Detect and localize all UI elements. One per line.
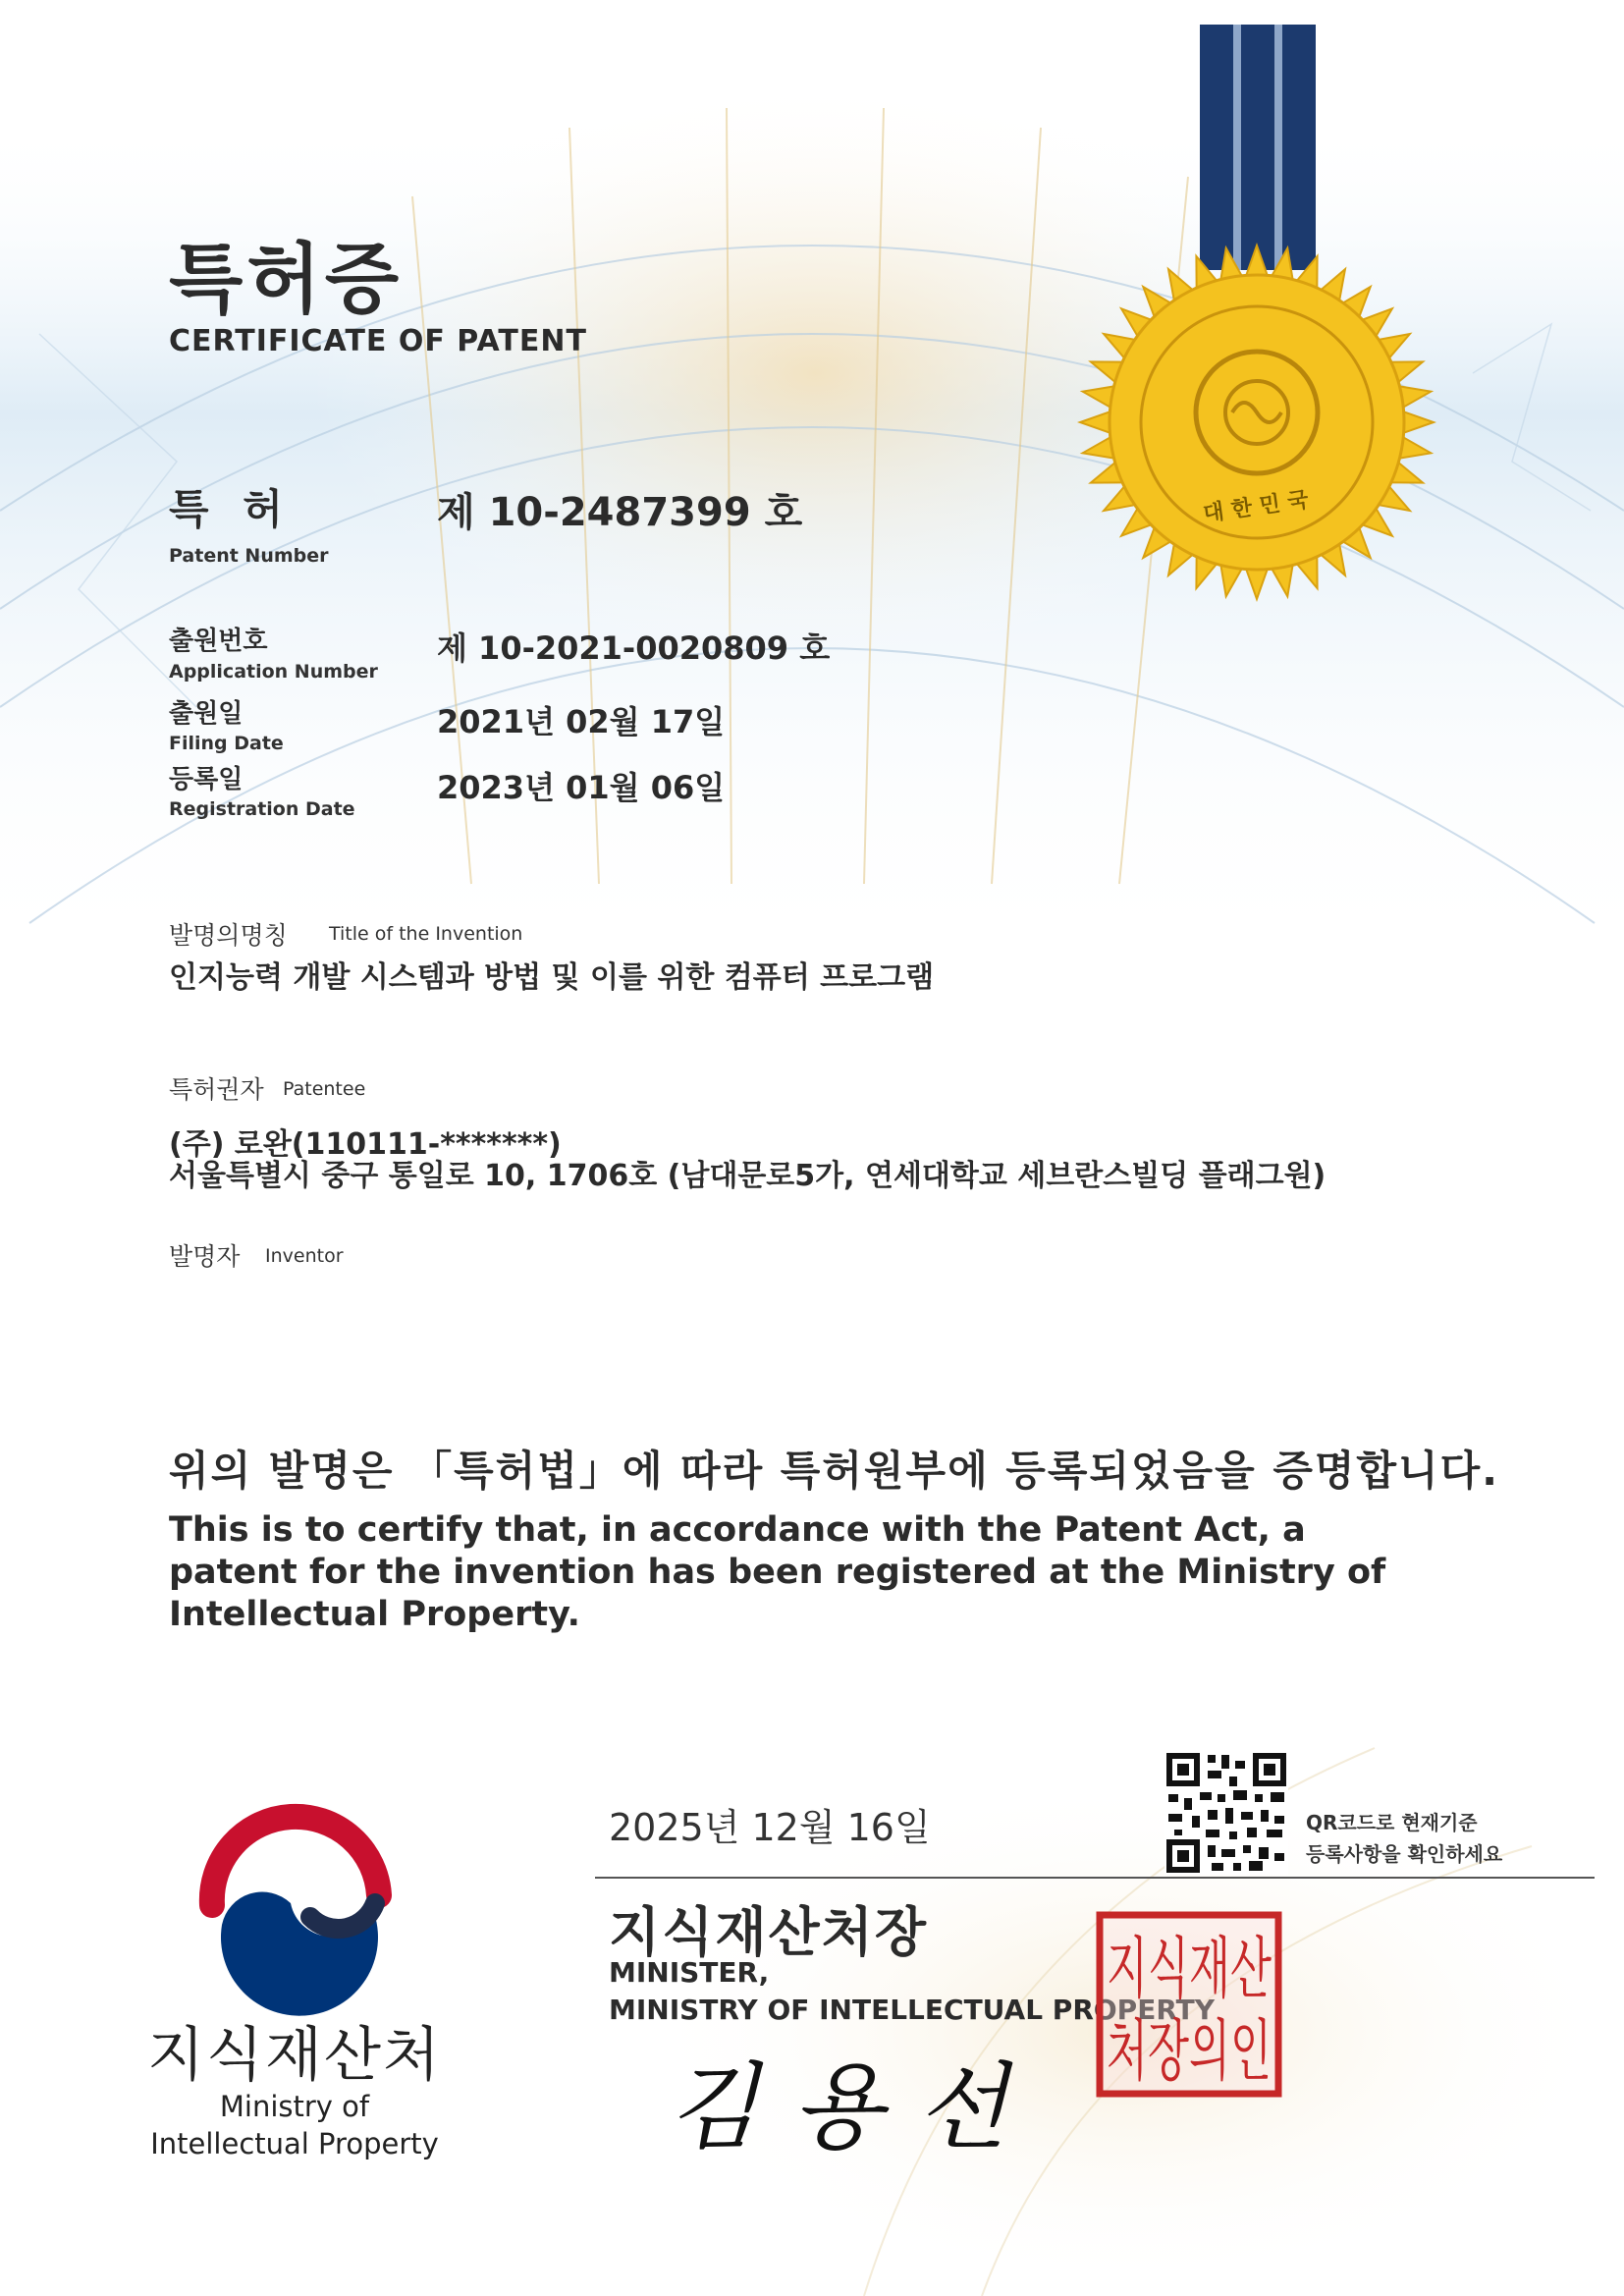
gold-seal-medal-icon — [1051, 25, 1463, 614]
patentee-label-ko: 특허권자 — [169, 1075, 264, 1104]
patentee-label-en: Patentee — [283, 1078, 366, 1100]
inventor-label-en: Inventor — [265, 1245, 344, 1267]
minister-title-en-line2: MINISTRY OF INTELLECTUAL PROPERTY — [609, 1994, 1216, 2026]
issue-date: 2025년 12월 16일 — [609, 1806, 931, 1849]
minister-signature: 김용선 — [668, 2052, 1042, 2162]
certification-statement-ko: 위의 발명은 「특허법」에 따라 특허원부에 등록되었음을 증명합니다. — [169, 1447, 1500, 1495]
inventor-label-ko: 발명자 — [169, 1242, 241, 1271]
medal-inscription: 대 한 민 국 — [1201, 487, 1311, 527]
qr-instruction-line1: QR코드로 현재기준 — [1306, 1811, 1478, 1834]
taegeuk-emblem-icon — [192, 1787, 399, 1994]
application-number-value: 제 10-2021-0020809 호 — [437, 629, 831, 667]
invention-label-ko: 발명의명칭 — [169, 921, 288, 950]
registration-date-label-ko: 등록일 — [169, 765, 244, 794]
filing-date-value: 2021년 02월 17일 — [437, 703, 726, 740]
patentee-address: 서울특별시 중구 통일로 10, 1706호 (남대문로5가, 연세대학교 세브란스빌딩 플래그원) — [169, 1159, 1326, 1193]
seal-text-line2: 처장의인 — [1107, 2013, 1272, 2091]
registration-date-value: 2023년 01월 06일 — [437, 769, 726, 806]
patentee-name: (주) 로완(110111-*******) — [169, 1127, 562, 1162]
qr-code-icon[interactable] — [1164, 1751, 1288, 1875]
application-label-en: Application Number — [169, 661, 378, 683]
organization-name-ko: 지식재산처 — [147, 2021, 442, 2090]
qr-instruction-line2: 등록사항을 확인하세요 — [1306, 1842, 1503, 1866]
registration-date-label-en: Registration Date — [169, 798, 355, 820]
red-official-seal-icon — [1096, 1911, 1282, 2098]
invention-label-en: Title of the Invention — [329, 923, 523, 945]
minister-title-en-line1: MINISTER, — [609, 1956, 770, 1989]
filing-date-label-ko: 출원일 — [169, 699, 244, 729]
seal-text-line1: 지식재산 — [1107, 1931, 1272, 2008]
patent-number-value: 제 10-2487399 호 — [437, 490, 803, 535]
certificate-subtitle: CERTIFICATE OF PATENT — [169, 324, 587, 358]
invention-title: 인지능력 개발 시스템과 방법 및 이를 위한 컴퓨터 프로그램 — [169, 960, 935, 995]
organization-name-en — [118, 2088, 471, 2162]
certification-statement-en: This is to certify that, in accordance with the Patent Act, a patent for the invention has been registered at the Ministry of Intellectual Property. — [169, 1510, 1386, 1634]
qr-instruction — [1306, 1807, 1502, 1870]
signature-divider — [595, 1877, 1595, 1879]
minister-title-ko: 지식재산처장 — [609, 1901, 928, 1963]
filing-date-label-en: Filing Date — [169, 733, 284, 754]
certificate-title: 특허증 — [169, 236, 404, 324]
patent-label-ko: 특 허 — [169, 485, 293, 533]
organization-name-en-line2: Intellectual Property — [150, 2127, 439, 2160]
application-label-ko: 출원번호 — [169, 627, 268, 656]
organization-name-en-line1: Ministry of — [219, 2090, 370, 2123]
patent-label-en: Patent Number — [169, 545, 329, 567]
